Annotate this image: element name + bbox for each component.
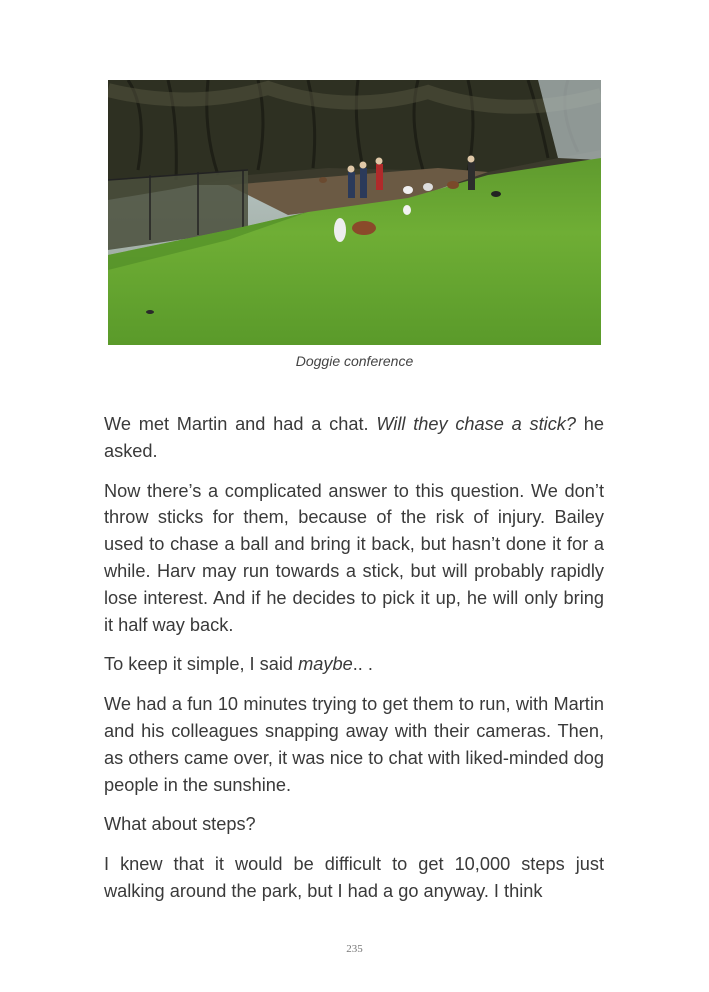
paragraph-2: Now there’s a complicated answer to this question. We don’t throw sticks for them, because of the risk of injury. Bailey used to chase a ball and bring it back, but hasn’t done it for a while. Harv may run towards a stick, but will probably rapidly lose interest. And if he decides to pick it up, he will only bring it half way back.	[104, 480, 604, 635]
paragraph-1-text: We met Martin and had a chat.	[104, 414, 377, 434]
paragraph-6: I knew that it would be difficult to get 10,000 steps just walking around the park, but I had a go anyway. I think	[104, 854, 604, 901]
paragraph-5: What about steps?	[104, 814, 256, 835]
paragraph-3-text: To keep it simple, I said	[104, 654, 299, 675]
paragraph-3	[104, 651, 604, 678]
figure-caption: Doggie conference	[295, 353, 414, 369]
paragraph-3-text-end: .. .	[352, 654, 373, 675]
park-photo	[108, 80, 601, 345]
paragraph-1-text-end: he asked.	[104, 414, 604, 461]
paragraph-1-emphasis: Will they chase a stick?	[376, 414, 576, 434]
paragraph-4: We had a fun 10 minutes trying to get them to run, with Martin and his colleagues snapping away with their cameras. Then, as others came over, it was nice to chat with liked-minded dog people in the sunshine.	[104, 694, 604, 795]
body-text	[104, 411, 604, 918]
page-number: 235	[346, 943, 363, 955]
paragraph-1	[104, 411, 604, 465]
paragraph-3-emphasis: maybe	[298, 654, 353, 675]
